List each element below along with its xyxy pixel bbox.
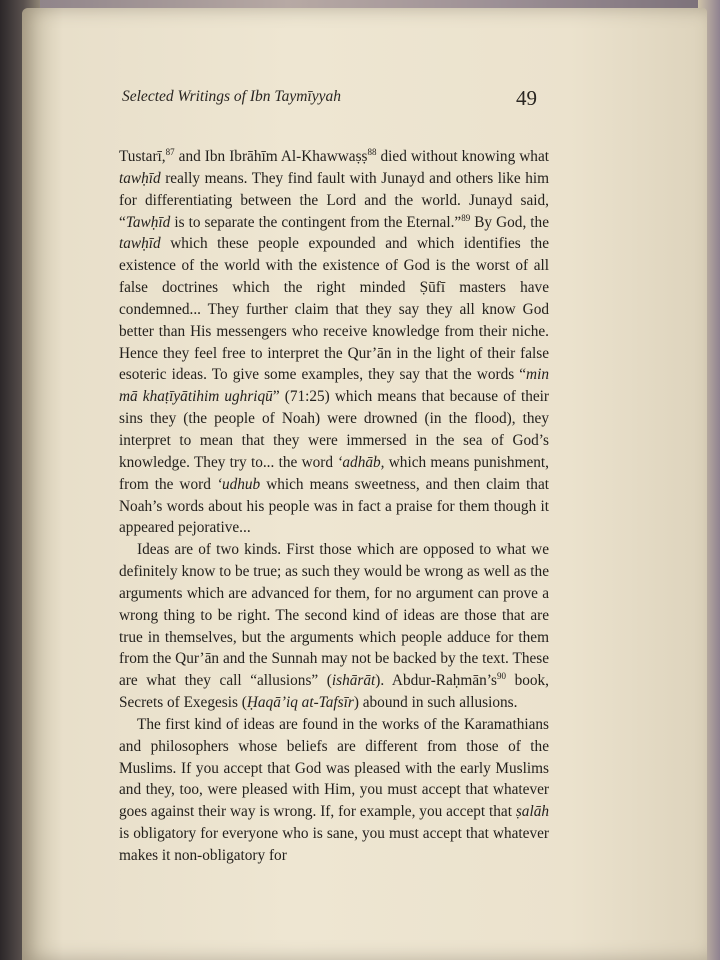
italic-term: Tawḥīd (125, 213, 171, 231)
text-run: Ideas are of two kinds. First those which are opposed to what we definitely know to be true; as such they would be wrong as well as the arguments which are advanced for them, for no argument can prove a wrong thing to be right. The second kind of ideas are those that are true in themselves, but the arguments which people adduce for them from the Qur’ān and the Sunnah may not be backed by the text. These are what they call “allusions” ( (119, 541, 549, 690)
paragraph (119, 539, 549, 714)
text-run: ” (71:25) which means that because of their sins they (the people of Noah) were drowned (in the flood), they interpret to mean that they were immersed in the sea of God’s knowledge. They try to... the word (119, 388, 549, 471)
text-run: really means. They find fault with Junayd and others like him for differentiating between the Lord and the world. Junayd said, “ (119, 169, 549, 231)
italic-term: ṣalāh (515, 803, 549, 821)
text-run: By God, the (470, 213, 549, 231)
text-run: and Ibn Ibrāhīm Al-Khawwaṣṣ (174, 148, 368, 165)
italic-term: min mā khaṭīyātihim ughriqū (119, 366, 549, 406)
text-run: ). Abdur-Raḥmān’s (375, 672, 497, 690)
italic-term: ‘adhāb, (337, 453, 385, 471)
italic-term: ishārāt (331, 672, 376, 690)
page-header (122, 86, 552, 116)
italic-term: tawḥīd (119, 169, 161, 187)
text-run: which means punishment, from the word (119, 453, 549, 493)
italic-term: tawḥīd (119, 235, 161, 253)
text-run: The first kind of ideas are found in the works of the Karamathians and philosophers whose beliefs are different from those of the Muslims. If you accept that God was pleased with the early Muslims and they, too, were pleased with Him, you must accept that whatever goes against their way is wrong. If, for example, you accept that (119, 715, 549, 821)
running-title: Selected Writings of Ibn Taymīyyah (122, 88, 341, 105)
text-run: book, Secrets of Exegesis ( (119, 672, 550, 712)
text-run: ) abound in such allusions. (353, 694, 518, 712)
italic-term: Ḥaqā’iq at-Tafsīr (246, 694, 354, 712)
text-run: which these people expounded and which identifies the existence of the world with the existence of God is the worst of all false doctrines which the right minded Ṣūfī masters have condemned... They further claim that they say they all know God better than His messengers who receive knowledge from their niche. Hence they feel free to interpret the Qur’ān in the light of their false esoteric ideas. To give some examples, they say that the words “ (119, 235, 549, 384)
footnote-marker: 88 (367, 146, 377, 157)
footnote-marker: 87 (165, 146, 175, 157)
text-run: which means sweetness, and then claim that Noah’s words about his people was in fact a praise for them though it appeared pejorative... (119, 475, 549, 537)
footnote-marker: 89 (461, 212, 471, 223)
footnote-marker: 90 (496, 671, 506, 682)
italic-term: ‘udhub (216, 475, 261, 493)
text-run: died without knowing what (376, 148, 549, 165)
text-run: Tustarī, (119, 148, 166, 165)
page-number: 49 (516, 86, 537, 110)
body-text (119, 146, 549, 867)
text-run: is to separate the contingent from the Eternal.” (170, 213, 462, 231)
paragraph (119, 146, 549, 539)
text-run: is obligatory for everyone who is sane, you must accept that whatever makes it non-obligatory for (119, 825, 549, 864)
paragraph (119, 714, 549, 867)
